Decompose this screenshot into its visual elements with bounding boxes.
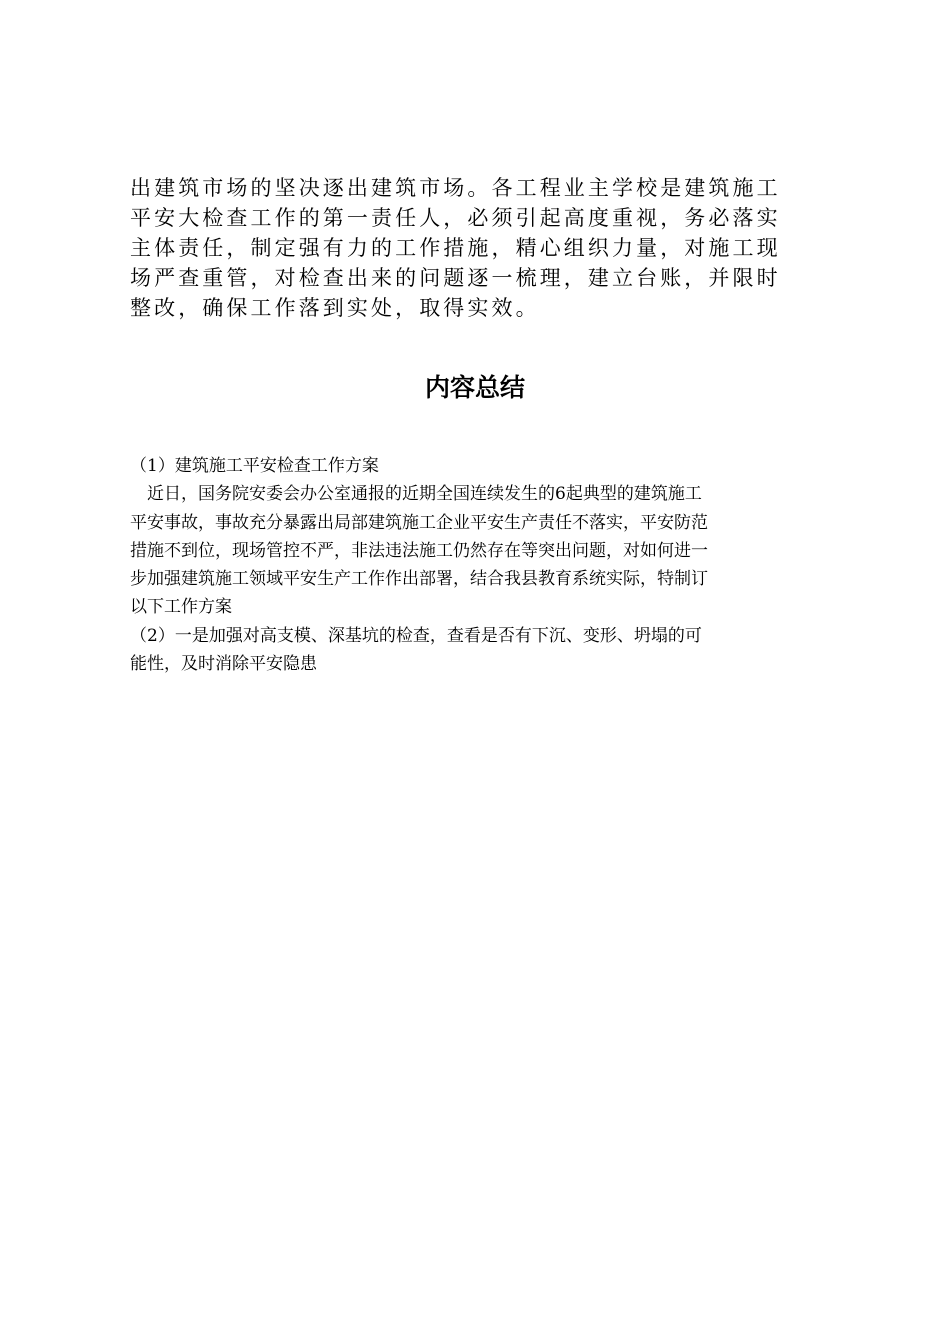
paragraph-line: 主体责任，制定强有力的工作措施，精心组织力量，对施工现 [130,236,781,260]
summary-title: 内容总结 [424,373,525,402]
summary-line: 能性，及时消除平安隐患 [130,654,317,675]
paragraph-line: 出建筑市场的坚决逐出建筑市场。各工程业主学校是建筑施工 [130,176,781,200]
summary-line: （1）建筑施工平安检查工作方案 [130,456,379,476]
paragraph-line: 场严查重管，对检查出来的问题逐一梳理，建立台账，并限时 [130,266,781,290]
summary-body [130,452,840,678]
body-paragraph [130,173,820,323]
summary-line: （2）一是加强对高支模、深基坑的检查，查看是否有下沉、变形、坍塌的可 [130,625,702,646]
paragraph-line: 平安大检查工作的第一责任人，必须引起高度重视，务必落实 [130,206,781,230]
summary-line: 措施不到位，现场管控不严，非法违法施工仍然存在等突出问题，对如何进一 [130,540,708,561]
paragraph-line: 整改，确保工作落到实处，取得实效。 [130,296,540,320]
summary-line: 以下工作方案 [130,597,232,618]
summary-line: 平安事故，事故充分暴露出局部建筑施工企业平安生产责任不落实，平安防范 [130,512,708,533]
summary-line: 近日，国务院安委会办公室通报的近期全国连续发生的6起典型的建筑施工 [130,484,702,505]
summary-line: 步加强建筑施工领域平安生产工作作出部署，结合我县教育系统实际，特制订 [130,569,708,590]
